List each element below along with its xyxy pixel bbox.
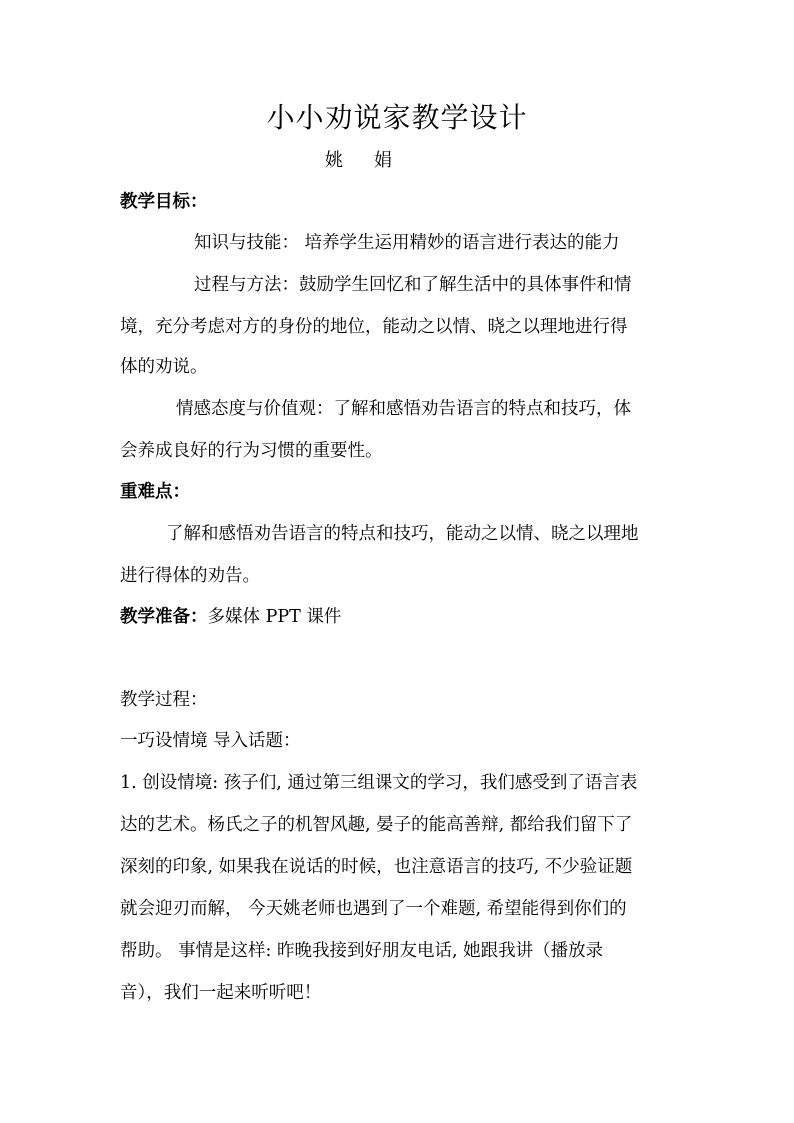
author-name <box>325 150 393 172</box>
process-method-line: 体的劝说。 <box>120 357 208 377</box>
key-points-heading: 重难点： <box>120 482 190 502</box>
key-points-line: 进行得体的劝告。 <box>120 566 260 586</box>
process-method-line: 境，充分考虑对方的身份的地位，能动之以情、晓之以理地进行得 <box>120 317 628 337</box>
step-one-line: 深刻的印象, 如果我在说话的时候，也注意语言的技巧, 不少验证题 <box>120 857 633 877</box>
objectives-heading: 教学目标： <box>120 192 208 212</box>
author-name-part: 娟 <box>374 150 393 171</box>
step-one-line: 帮助。 事情是这样: 昨晚我接到好朋友电话, 她跟我讲（播放录 <box>120 941 604 961</box>
preparation-label: 教学准备： <box>120 607 208 627</box>
preparation-value: 多媒体 PPT 课件 <box>207 607 342 627</box>
section-one-heading: 一巧设情境 导入话题： <box>120 731 301 751</box>
document-title: 小小劝说家教学设计 <box>266 101 528 134</box>
emotion-attitude-line: 会养成良好的行为习惯的重要性。 <box>120 441 383 461</box>
step-one-line: 达的艺术。杨氏之子的机智风趣, 晏子的能高善辩, 都给我们留下了 <box>120 815 633 835</box>
teaching-preparation <box>120 607 341 627</box>
emotion-attitude-line: 情感态度与价值观：了解和感悟劝告语言的特点和技巧，体 <box>176 399 631 419</box>
procedure-heading: 教学过程： <box>120 690 208 710</box>
author-name-part: 姚 <box>325 150 344 171</box>
step-one-line: 1. 创设情境: 孩子们, 通过第三组课文的学习，我们感受到了语言表 <box>120 773 638 793</box>
step-one-line: 音），我们一起来听听吧！ <box>120 983 322 1003</box>
knowledge-skills-text: 知识与技能： 培养学生运用精妙的语言进行表达的能力 <box>194 233 620 253</box>
step-one-line: 就会迎刃而解， 今天姚老师也遇到了一个难题, 希望能得到你们的 <box>120 899 627 919</box>
key-points-line: 了解和感悟劝告语言的特点和技巧，能动之以情、晓之以理地 <box>166 524 639 544</box>
process-method-line: 过程与方法：鼓励学生回忆和了解生活中的具体事件和情 <box>194 275 632 295</box>
